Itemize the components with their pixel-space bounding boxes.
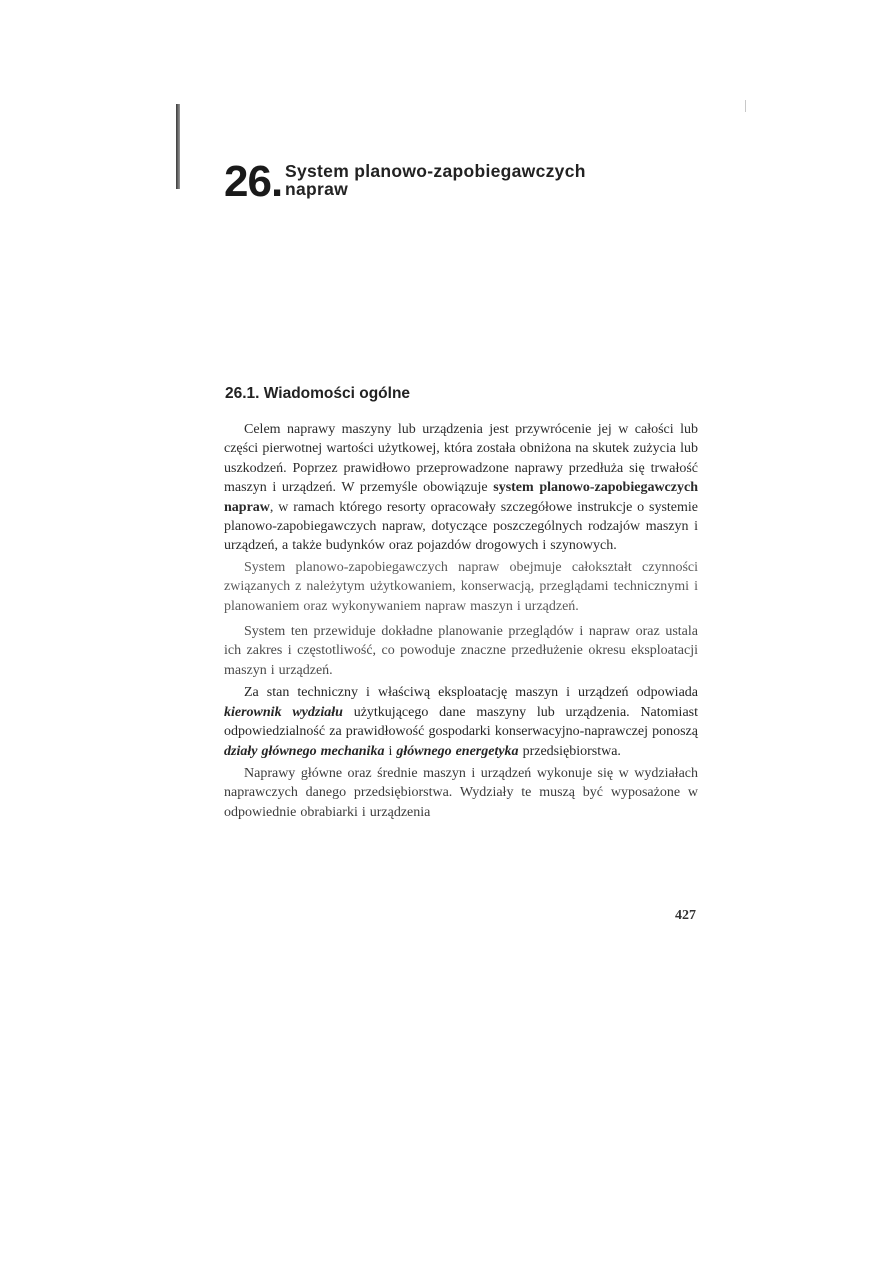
body-text — [224, 420, 698, 822]
paragraph-5 — [224, 764, 698, 822]
text-run: Naprawy główne oraz średnie maszyn i urządzeń wykonuje się w wydziałach naprawczych danego przedsiębiorstwa. Wydziały te muszą być wyposażone w odpowiednie obrabiarki i urządzenia — [224, 765, 698, 820]
section-heading: 26.1. Wiadomości ogólne — [225, 385, 411, 402]
text-run: i — [384, 743, 397, 759]
bold-italic-term: kierownik wydziału — [224, 704, 343, 720]
paragraph-2 — [224, 558, 698, 616]
chapter-title-line-2: napraw — [285, 179, 349, 199]
text-run: , w ramach którego resorty opracowały szczegółowe instrukcje o systemie planowo-zapobiegawczych napraw, dotyczące poszczególnych rodzajów maszyn i urządzeń, a także budynków oraz pojazdów drogowych i szynowych. — [224, 499, 698, 554]
chapter-header — [224, 158, 684, 206]
paragraph-3 — [224, 622, 698, 680]
chapter-title-line-1: System planowo-zapobiegawczych — [285, 161, 586, 181]
bold-italic-term: głównego energetyka — [396, 743, 519, 759]
scan-shadow-edge — [176, 104, 180, 189]
paragraph-4 — [224, 683, 698, 761]
text-run: przedsiębiorstwa. — [518, 743, 621, 759]
chapter-title — [285, 162, 586, 198]
scan-mark — [745, 100, 746, 112]
text-run: Celem naprawy maszyny lub urządzenia jest przywrócenie jej w całości lub części pierwotnej wartości użytkowej, która została obniżona na skutek zużycia lub uszkodzeń. Poprzez prawidłowo przeprowadzone naprawy przedłuża się trwałość maszyn i urządzeń. W przemyśle obowiązuje — [224, 422, 698, 496]
bold-term: system planowo-zapobiegawczych napraw — [224, 480, 698, 515]
text-run: System planowo-zapobiegawczych napraw obejmuje całokształt czynności związanych z należytym użytkowaniem, konserwacją, przeglądami technicznymi i planowaniem oraz wykonywaniem napraw maszyn i urządzeń. — [224, 559, 698, 614]
text-run: System ten przewiduje dokładne planowanie przeglądów i napraw oraz ustala ich zakres i częstotliwość, co powoduje znaczne przedłużenie okresu eksploatacji maszyn i urządzeń. — [224, 624, 698, 678]
paragraph-1 — [224, 420, 698, 556]
page-number: 427 — [675, 908, 696, 923]
bold-italic-term: działy głównego mechanika — [224, 743, 385, 759]
chapter-number: 26. — [224, 157, 283, 206]
text-run: Za stan techniczny i właściwą eksploatację maszyn i urządzeń odpowiada — [244, 685, 698, 701]
text-run: użytkującego dane maszyny lub urządzenia. Natomiast odpowiedzialność za prawidłowość gospodarki konserwacyjno-naprawczej ponoszą — [224, 704, 698, 740]
